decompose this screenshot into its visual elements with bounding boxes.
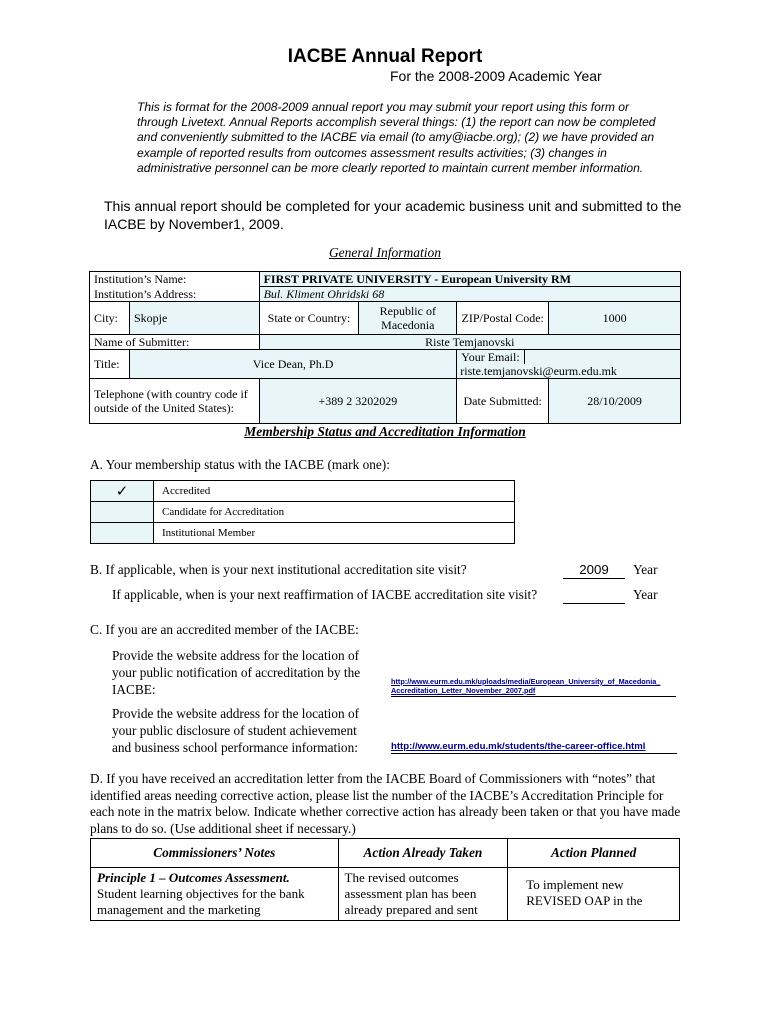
commissioners-notes-table [90, 838, 680, 921]
question-b1: B. If applicable, when is your next institutional accreditation site visit? [90, 562, 467, 577]
date-label: Date Submitted: [457, 379, 549, 424]
state-field[interactable]: Republic of Macedonia [359, 302, 457, 335]
city-label: City: [90, 302, 130, 335]
membership-options-table [90, 480, 515, 544]
email-cell [457, 350, 681, 379]
accredited-check-cell[interactable] [91, 481, 154, 502]
page-title: IACBE Annual Report [287, 46, 483, 67]
deadline-paragraph: This annual report should be completed for your academic business unit and submitted to the IACBE by November1, 2009. [104, 198, 682, 232]
principle-label: Principle 1 – Outcomes Assessment. [97, 870, 290, 885]
general-info-heading: General Information [328, 245, 442, 260]
telephone-label: Telephone (with country code if outside of the United States): [90, 379, 260, 424]
action-planned-cell[interactable]: To implement new REVISED OAP in the [508, 868, 680, 921]
header-action-planned: Action Planned [508, 839, 680, 868]
option-accredited: Accredited [154, 481, 515, 502]
zip-field[interactable]: 1000 [549, 302, 681, 335]
reaffirmation-year-label: Year [633, 587, 658, 602]
checkmark-icon: ✓ [115, 483, 129, 500]
institution-address-label: Institution’s Address: [90, 287, 260, 302]
general-info-table [89, 271, 681, 424]
c2-text: Provide the website address for the location of your public disclosure of student achievement and business school performance information: [112, 706, 360, 755]
intro-paragraph: This is format for the 2008-2009 annual report you may submit your report using this form or through Livetext. Annual Reports accomplish several things: (1) the report can now be completed and conveniently submitted to the IACBE via email (to amy@iacbe.org); (2) we have provided an example of reported results from outcomes assessment results activities; (3) changes in administrative personnel can be more clearly reported to maintain current member information. [137, 100, 656, 175]
header-commissioners-notes: Commissioners’ Notes [91, 839, 339, 868]
institutional-check-cell[interactable] [91, 523, 154, 544]
question-b2: If applicable, when is your next reaffirmation of IACBE accreditation site visit? [112, 587, 538, 602]
option-candidate: Candidate for Accreditation [154, 502, 515, 523]
action-taken-cell[interactable]: The revised outcomes assessment plan has been already prepared and sent [338, 868, 508, 921]
telephone-field[interactable]: +389 2 3202029 [259, 379, 457, 424]
email-label: Your Email: [457, 350, 524, 364]
city-field[interactable]: Skopje [129, 302, 259, 335]
header-action-taken: Action Already Taken [338, 839, 508, 868]
institution-name-field[interactable]: FIRST PRIVATE UNIVERSITY - European University RM [259, 272, 680, 287]
question-c: C. If you are an accredited member of the IACBE: [90, 622, 359, 637]
submitter-field[interactable]: Riste Temjanovski [259, 335, 680, 350]
state-label: State or Country: [259, 302, 359, 335]
page-subtitle: For the 2008-2009 Academic Year [390, 68, 602, 84]
institution-name-label: Institution’s Name: [90, 272, 260, 287]
note-text: Student learning objectives for the bank management and the marketing [97, 886, 305, 917]
reaffirmation-year-field[interactable] [563, 587, 625, 604]
question-a: A. Your membership status with the IACBE (mark one): [90, 457, 390, 472]
title-field[interactable]: Vice Dean, Ph.D [129, 350, 456, 379]
membership-heading: Membership Status and Accreditation Information [244, 424, 526, 439]
site-visit-year-field[interactable]: 2009 [563, 562, 625, 579]
date-field[interactable]: 28/10/2009 [549, 379, 681, 424]
performance-url-link[interactable]: http://www.eurm.edu.mk/students/the-career-office.html [391, 741, 677, 754]
accreditation-url-link[interactable]: http://www.eurm.edu.mk/uploads/media/European_University_of_Macedonia_ Accreditation_Letter_November_2007.pdf [391, 677, 676, 697]
c1-text: Provide the website address for the location of your public notification of accreditation by the IACBE: [112, 648, 361, 697]
note-cell[interactable] [91, 868, 339, 921]
title-label: Title: [90, 350, 130, 379]
option-institutional: Institutional Member [154, 523, 515, 544]
submitter-label: Name of Submitter: [90, 335, 260, 350]
email-field[interactable]: riste.temjanovski@eurm.edu.mk [460, 364, 617, 378]
candidate-check-cell[interactable] [91, 502, 154, 523]
site-visit-year-label: Year [633, 562, 658, 577]
zip-label: ZIP/Postal Code: [457, 302, 549, 335]
question-d: D. If you have received an accreditation letter from the IACBE Board of Commissioners with “notes” that identified areas needing corrective action, please list the number of the IACBE’s Accreditation Principle for each note in the matrix below. Indicate whether corrective action has already been taken or that you have made plans to do so. (Use additional sheet if necessary.) [90, 771, 681, 836]
institution-address-field[interactable]: Bul. Kliment Ohridski 68 [259, 287, 680, 302]
